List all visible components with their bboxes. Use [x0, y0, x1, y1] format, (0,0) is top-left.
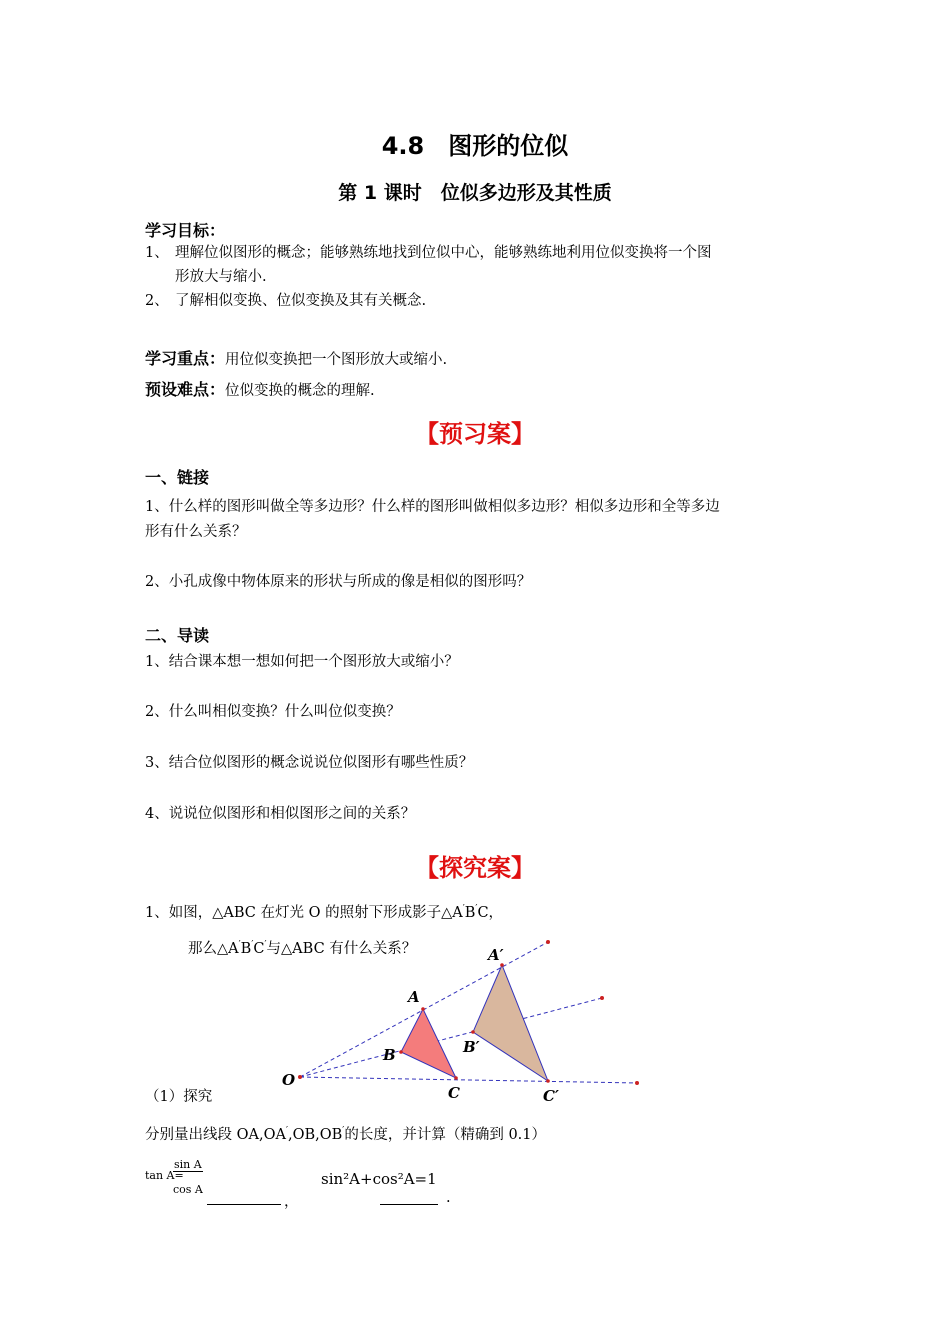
guide-question-4: 4、说说位似图形和相似图形之间的关系？	[145, 806, 416, 822]
label-o: O	[282, 1071, 296, 1089]
point-o	[298, 1075, 302, 1079]
triangle-abc	[401, 1009, 456, 1078]
difficulty-text: 位似变换的概念的理解.	[225, 383, 375, 399]
ray-end-point-3	[635, 1081, 639, 1085]
ray-oc	[300, 1077, 637, 1083]
point-a	[421, 1007, 425, 1011]
key-point	[145, 346, 447, 369]
point-c	[454, 1076, 458, 1080]
page-title: 4.8 图形的位似	[381, 132, 569, 160]
explore-question-1-line2: 那么△A′B′C′与△ABC 有什么关系？	[188, 940, 417, 957]
end-period: .	[446, 1190, 451, 1206]
tan-denominator: cos A	[173, 1183, 203, 1196]
label-c: C	[448, 1084, 460, 1102]
link-question-1-line2: 形有什么关系？	[145, 524, 247, 540]
explore-heading: 【探究案】	[415, 854, 535, 882]
point-b1	[471, 1030, 475, 1034]
triangle-a1b1c1	[473, 965, 548, 1081]
link-question-2: 2、小孔成像中物体原来的形状与所成的像是相似的图形吗？	[145, 574, 532, 590]
objective-2-number: 2、	[145, 293, 169, 309]
comma: ，	[284, 1194, 299, 1210]
measure-instruction: 分别量出线段 OA,OA′,OB,OB′的长度，并计算（精确到 0.1）	[145, 1126, 547, 1143]
explore-question-1-line1: 1、如图，△ABC 在灯光 O 的照射下形成影子△A′B′C，	[145, 904, 504, 921]
page-subtitle: 第 1 课时 位似多边形及其性质	[338, 182, 612, 204]
link-heading: 一、链接	[145, 468, 210, 487]
difficulty-label: 预设难点：	[145, 380, 226, 399]
ray-ob	[300, 998, 602, 1077]
key-point-label: 学习重点：	[145, 349, 226, 368]
answer-blank-1[interactable]	[207, 1190, 281, 1205]
trig-identity: sin²A+cos²A=1	[321, 1170, 437, 1188]
objectives-heading: 学习目标：	[145, 221, 226, 240]
preview-heading: 【预习案】	[415, 420, 535, 448]
guide-question-1: 1、结合课本想一想如何把一个图形放大或缩小？	[145, 654, 459, 670]
guide-question-2: 2、什么叫相似变换？什么叫位似变换？	[145, 704, 401, 720]
ray-end-point-2	[600, 996, 604, 1000]
homothety-figure	[270, 930, 660, 1110]
label-b1: B′	[463, 1038, 480, 1056]
guide-question-3: 3、结合位似图形的概念说说位似图形有哪些性质？	[145, 755, 474, 771]
tan-numerator: sin A	[174, 1158, 202, 1171]
label-a1: A′	[488, 946, 504, 964]
label-b: B	[383, 1046, 396, 1064]
guide-heading: 二、导读	[145, 626, 210, 645]
link-question-1-line1: 1、什么样的图形叫做全等多边形？什么样的图形叫做相似多边形？相似多边形和全等多边	[145, 499, 720, 515]
objective-1-line2: 形放大与缩小.	[175, 269, 267, 285]
label-c1: C′	[543, 1087, 559, 1105]
objective-1-number: 1、	[145, 245, 169, 261]
objective-2-line1: 了解相似变换、位似变换及其有关概念.	[175, 293, 427, 309]
label-a: A	[408, 988, 420, 1006]
ray-end-point-1	[546, 940, 550, 944]
objective-1-line1: 理解位似图形的概念；能够熟练地找到位似中心，能够熟练地利用位似变换将一个图	[175, 245, 712, 261]
difficulty-point	[145, 377, 375, 400]
explore-label: （1）探究	[145, 1089, 213, 1105]
point-b	[399, 1050, 403, 1054]
point-c1	[546, 1079, 550, 1083]
key-point-text: 用位似变换把一个图形放大或缩小.	[225, 352, 448, 368]
answer-blank-2[interactable]	[380, 1190, 438, 1205]
